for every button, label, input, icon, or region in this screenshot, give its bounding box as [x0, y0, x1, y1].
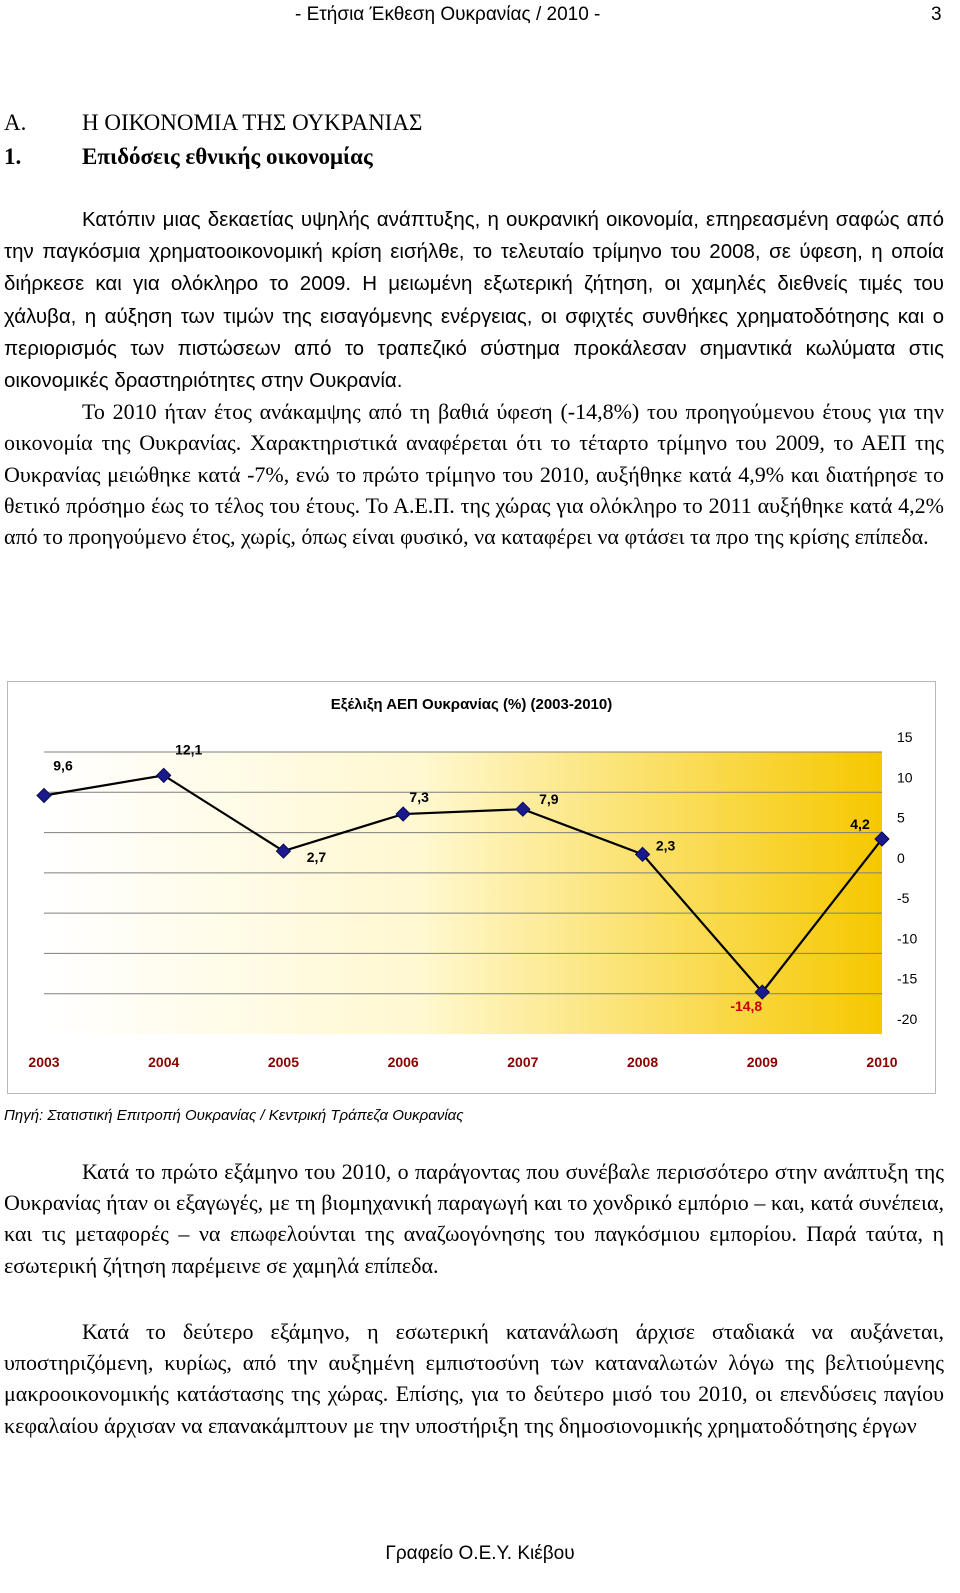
x-tick-label: 2005	[267, 1054, 300, 1070]
y-tick-label: -10	[897, 930, 918, 947]
data-label: 7,3	[409, 789, 429, 806]
paragraph-first-half-text: Κατά το πρώτο εξάμηνο του 2010, ο παράγοντας που συνέβαλε περισσότερο στην ανάπτυξη της Ουκρανίας ήταν οι εξαγωγές, με τη βιομηχανική παραγωγή και το χονδρικό εμπόριο – και, κατά συνέπεια, και τις μεταφορές – να επωφελούνται της αναζωογόνησης του παγκόσμιου εμπορίου. Παρά ταύτα, η εσωτερική ζήτηση παρέμεινε σε χαμηλά επίπεδα.	[4, 1159, 944, 1278]
x-tick-label: 2003	[28, 1054, 60, 1070]
paragraph-first-half	[4, 1156, 944, 1281]
y-tick-label: 5	[897, 809, 905, 826]
data-label: 2,3	[655, 837, 676, 854]
header-title: - Ετήσια Έκθεση Ουκρανίας / 2010 -	[295, 4, 601, 25]
section-title: Η ΟΙΚΟΝΟΜΙΑ ΤΗΣ ΟΥΚΡΑΝΙΑΣ	[82, 110, 423, 135]
paragraph-second-half	[4, 1316, 944, 1441]
chart-plot	[8, 682, 935, 1093]
data-label: 12,1	[175, 741, 203, 758]
section-number: Α.	[4, 110, 27, 135]
page-footer: Γραφείο Ο.Ε.Υ. Κιέβου	[385, 1543, 575, 1564]
paragraph-intro	[4, 203, 944, 552]
y-tick-label: 15	[897, 729, 913, 745]
x-tick-label: 2009	[746, 1054, 778, 1070]
data-label: 2,7	[306, 849, 327, 866]
page-header	[0, 4, 960, 32]
x-tick-label: 2004	[148, 1054, 180, 1070]
x-tick-label: 2010	[866, 1054, 898, 1070]
section-heading-a	[4, 110, 422, 136]
x-tick-label: 2007	[507, 1054, 539, 1070]
paragraph-intro-part-2: Το 2010 ήταν έτος ανάκαμψης από τη βαθιά ύφεση (-14,8%) του προηγούμενου έτους για την οικονομία της Ουκρανίας. Χαρακτηριστικά αναφέρεται ότι το τέταρτο τρίμηνο του 2009, το ΑΕΠ της Ουκρανίας μειώθηκε κατά -7%, ενώ το πρώτο τρίμηνο του 2010, αυξήθηκε κατά 4,9% και διατήρησε το θετικό πρόσημο έως το τέλος του έτους. Το Α.Ε.Π. της χώρας για ολόκληρο το 2011 αυξήθηκε κατά 4,2% από το προηγούμενο έτος, χωρίς, όπως είναι φυσικό, να καταφέρει να φτάσει τα προ της κρίσης επίπεδα.	[4, 399, 944, 550]
y-tick-label: -15	[897, 970, 918, 987]
paragraph-intro-part-1: Κατόπιν μιας δεκαετίας υψηλής ανάπτυξης, η ουκρανική οικονομία, επηρεασμένη σαφώς από την παγκόσμια χρηματοοικονομική κρίση εισήλθε, το τελευταίο τρίμηνο του 2008, σε ύφεση, η οποία διήρκεσε και για ολόκληρο το 2009. Η μειωμένη εξωτερική ζήτηση, οι χαμηλές διεθνείς τιμές του χάλυβα, η αύξηση των τιμών της εισαγόμενης ενέργειας, οι σφιχτές συνθήκες χρηματοδότησης και ο περιορισμός των πιστώσεων από το τραπεζικό σύστημα προκάλεσαν σημαντικά κωλύματα στις οικονομικές δραστηριότητες στην Ουκρανία.	[4, 208, 944, 393]
page-number: 3	[931, 4, 942, 25]
y-tick-label: -20	[897, 1011, 918, 1027]
data-label: 4,2	[850, 816, 870, 833]
x-tick-label: 2008	[626, 1054, 659, 1070]
y-tick-label: 0	[897, 849, 905, 866]
subsection-title: Επιδόσεις εθνικής οικονομίας	[82, 144, 373, 169]
gdp-chart	[7, 681, 936, 1094]
subsection-number: 1.	[4, 144, 22, 169]
chart-title: Εξέλιξη ΑΕΠ Ουκρανίας (%) (2003-2010)	[330, 696, 613, 713]
x-tick-label: 2006	[387, 1054, 419, 1070]
data-label: 9,6	[53, 757, 73, 774]
chart-source: Πηγή: Στατιστική Επιτροπή Ουκρανίας / Κεντρική Τράπεζα Ουκρανίας	[4, 1107, 464, 1124]
subsection-heading-1	[4, 144, 373, 170]
data-label: -14,8	[730, 998, 763, 1015]
paragraph-second-half-text: Κατά το δεύτερο εξάμηνο, η εσωτερική κατανάλωση άρχισε σταδιακά να αυξάνεται, υποστηριζόμενη, κυρίως, από την αυξημένη εμπιστοσύνη των καταναλωτών λόγω της βελτιούμενης μακροοικονομικής κατάστασης της χώρας. Επίσης, για το δεύτερο μισό του 2010, οι επενδύσεις παγίου κεφαλαίου άρχισαν να επανακάμπτουν με την υποστήριξη της δημοσιονομικής χρηματοδότησης έργων	[4, 1319, 944, 1438]
y-tick-label: 10	[897, 769, 913, 786]
y-tick-label: -5	[897, 890, 910, 907]
data-label: 7,9	[539, 791, 559, 808]
